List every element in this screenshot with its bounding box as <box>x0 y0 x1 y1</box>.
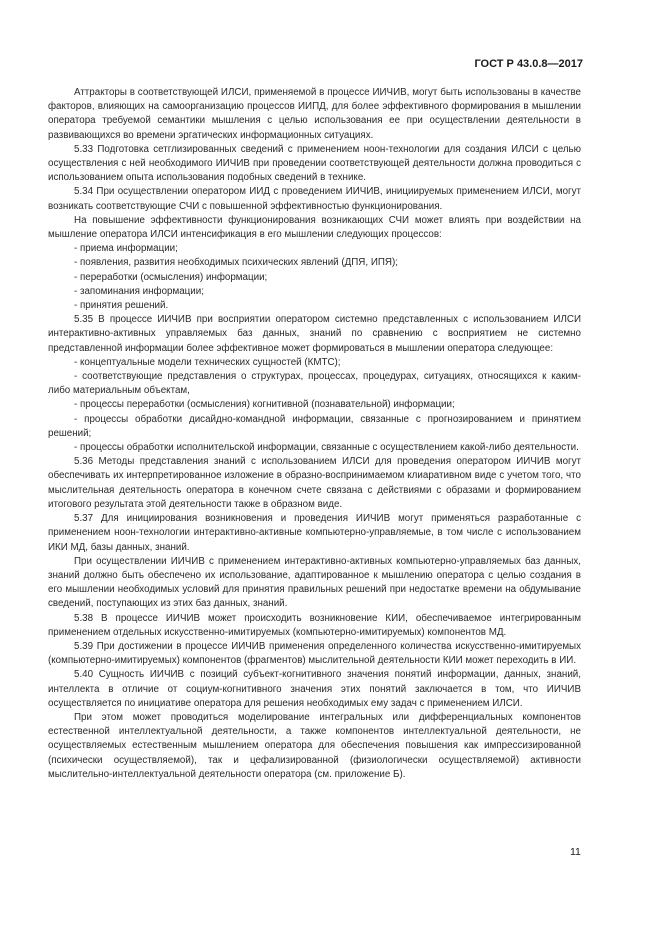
document-body <box>48 86 581 782</box>
paragraph: 5.40 Сущность ИИЧИВ с позиций субъект-когнитивного значения понятий информации, данных, знаний, интеллекта в отличие от социум-когнитивного значения этих понятий заключается в том, что ИИЧИВ осуществляется по инициативе оператора для решения необходимых ему задач с применением ИЛСИ. <box>48 669 581 709</box>
page-number: 11 <box>570 846 581 858</box>
paragraph: 5.33 Подготовка сетглизированных сведений с применением ноон-технологии для создания ИЛСИ с целью осуществления с ней необходимого ИИЧИВ при проведении соответствующей деятельности должна проводиться с использованием опыта использования подобных сведений в технике. <box>48 143 581 184</box>
paragraph: 5.37 Для инициирования возникновения и проведения ИИЧИВ могут применяться разработанные с применением ноон-технологии интерактивно-активные компьютерно-управляемые, в том числе с использованием ИКИ МД, базы данных, знаний. <box>48 513 581 553</box>
list-item: - соответствующие представления о структурах, процессах, процедурах, ситуациях, относящихся к каким-либо материальным объектам, <box>48 371 581 397</box>
list-item: - запоминания информации; <box>74 285 204 297</box>
list-item: - появления, развития необходимых психических явлений (ДПЯ, ИПЯ); <box>74 257 398 269</box>
list-item: - процессы обработки дисайдно-командной информации, связанные с прогнозированием и принятием решений; <box>48 413 581 439</box>
list-item: - процессы обработки исполнительской информации, связанные с осуществлением какой-либо деятельности. <box>74 442 579 454</box>
paragraph: При этом может проводиться моделирование интегральных или дифференциальных компонентов естественной интеллектуальной деятельности, а также компонентов интеллектуальной деятельности, не осуществляемых естественным мышлением оператора для обеспечения повышения как импрессизированной (психически осуществляемой), так и цефализированной (физиологически осуществляемой) активности мыслительно-интеллектуальной деятельности оператора (см. приложение Б). <box>48 711 581 780</box>
standard-id: ГОСТ Р 43.0.8—2017 <box>474 58 583 70</box>
paragraph: 5.35 В процессе ИИЧИВ при восприятии оператором системно представленных с использованием ИЛСИ интерактивно-активных управляемых баз данных, знаний по сравнению с восприятием не системно представленной информации более эффективное может формироваться в мышлении оператора следующее: <box>48 314 581 354</box>
paragraph: Аттракторы в соответствующей ИЛСИ, применяемой в процессе ИИЧИВ, могут быть использованы в качестве факторов, влияющих на самоорганизацию процессов ИИПД, для более эффективного формирования в мышлении оператора требуемой семантики мышления с целью использования ее при осуществлении деятельности в развивающихся во времени эргатических информационных ситуациях. <box>48 87 581 141</box>
paragraph: На повышение эффективности функционирования возникающих СЧИ может влиять при воздействии на мышление оператора ИЛСИ интенсификация в его мышлении следующих процессов: <box>48 214 581 241</box>
paragraph: При осуществлении ИИЧИВ с применением интерактивно-активных компьютерно-управляемых баз данных, знаний должно быть обеспечено их использование, адаптированное к мышлению оператора с целью создания в его мышлении необходимых условий для принятия правильных решений при недостатке времени на обдумывание сведений, поступающих из этих баз данных, знаний. <box>48 555 581 610</box>
list-item: - переработки (осмысления) информации; <box>74 271 268 283</box>
paragraph: 5.38 В процессе ИИЧИВ может происходить возникновение КИИ, обеспечиваемое интегрированным применением отдельных искусственно-имитируемых (компьютерно-имитируемых) компонентов МД. <box>48 612 581 638</box>
list-item: - концептуальные модели технических сущностей (КМТС); <box>74 356 341 368</box>
list-item: - приема информации; <box>74 243 178 255</box>
list-item: - процессы переработки (осмысления) когнитивной (познавательной) информации; <box>74 399 455 411</box>
page-footer <box>570 846 581 858</box>
paragraph: 5.39 При достижении в процессе ИИЧИВ применения определенного количества искусственно-имитируемых (компьютерно-имитируемых) компонентов (фрагментов) мыслительной деятельности КИИ может переходить в ИИ. <box>48 640 581 667</box>
paragraph: 5.34 При осуществлении оператором ИИД с проведением ИИЧИВ, инициируемых применением ИЛСИ, могут возникать соответствующие СЧИ с повышенной эффективностью функционирования. <box>48 186 581 212</box>
list-item: - принятия решений. <box>74 300 169 312</box>
document-header <box>474 58 583 70</box>
paragraph: 5.36 Методы представления знаний с использованием ИЛСИ для проведения оператором ИИЧИВ могут обеспечивать их интерпретированное изложение в образно-воспринимаемом клиаративном виде с учетом того, что мыслительная деятельность оператора в конечном счете связана с действиями с образами и формированием итогового результата этой деятельности также в образном виде. <box>48 456 581 510</box>
